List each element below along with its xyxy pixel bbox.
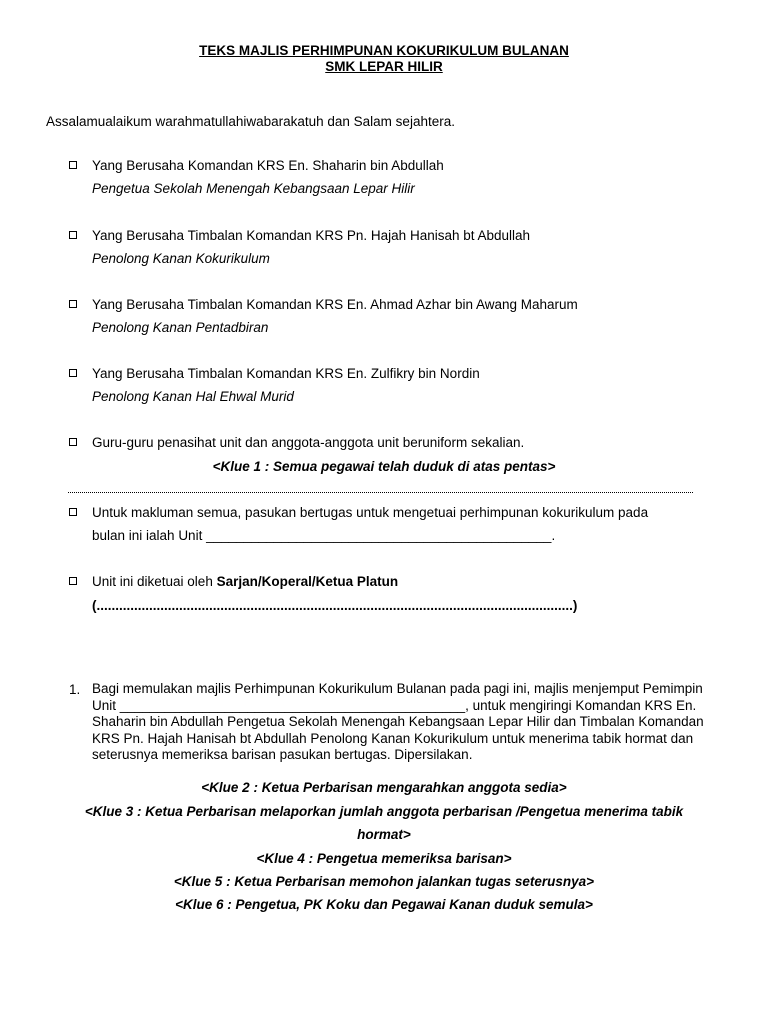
dignitary-role: Penolong Kanan Hal Ehwal Murid <box>92 389 294 404</box>
clue-4: <Klue 4 : Pengetua memeriksa barisan> <box>256 851 512 866</box>
item-number: 1. <box>69 682 81 697</box>
clue-1: <Klue 1 : Semua pegawai telah duduk di atas pentas> <box>212 459 556 474</box>
dignitary-role: Penolong Kanan Pentadbiran <box>92 320 269 335</box>
checkbox-icon <box>69 231 77 239</box>
announcement-line-1: Untuk makluman semua, pasukan bertugas untuk mengetuai perhimpunan kokurikulum pada <box>92 505 649 520</box>
checkbox-icon <box>69 161 77 169</box>
checkbox-icon <box>69 300 77 308</box>
leader-prefix: Unit ini diketuai oleh <box>92 574 217 589</box>
item-1-text: Bagi memulakan majlis Perhimpunan Kokurikulum Bulanan pada pagi ini, majlis menjemput Pemimpin Unit ______________________________________________, untuk mengiringi Komandan KRS En. Shaharin bin Abdullah Pengetua Sekolah Menengah Kebangsaan Lepar Hilir dan Timbalan Komandan KRS Pn. Hajah Hanisah bt Abdullah Penolong Kanan Kokurikulum untuk menerima tabik hormat dan seterusnya memeriksa barisan pasukan bertugas. Dipersilakan. <box>92 681 704 762</box>
clue-5: <Klue 5 : Ketua Perbarisan memohon jalankan tugas seterusnya> <box>173 874 595 889</box>
dignitary-name: Yang Berusaha Komandan KRS En. Shaharin bin Abdullah <box>92 158 444 173</box>
leader-title: Sarjan/Koperal/Ketua Platun <box>216 574 399 589</box>
dignitary-name: Yang Berusaha Timbalan Komandan KRS En. Ahmad Azhar bin Awang Maharum <box>92 297 578 312</box>
checkbox-icon <box>69 438 77 446</box>
checkbox-icon <box>69 508 77 516</box>
leader-line <box>92 573 398 590</box>
clue-3-line-2: hormat> <box>357 827 411 842</box>
advisors-line: Guru-guru penasihat unit dan anggota-anggota unit beruniform sekalian. <box>92 435 525 450</box>
dignitary-role: Pengetua Sekolah Menengah Kebangsaan Lepar Hilir <box>92 181 415 196</box>
dignitary-name: Yang Berusaha Timbalan Komandan KRS Pn. Hajah Hanisah bt Abdullah <box>92 228 531 243</box>
dignitary-name: Yang Berusaha Timbalan Komandan KRS En. Zulfikry bin Nordin <box>92 366 480 381</box>
checkbox-icon <box>69 369 77 377</box>
announcement-line-2: bulan ini ialah Unit ______________________________________________. <box>92 528 556 543</box>
document-title: TEKS MAJLIS PERHIMPUNAN KOKURIKULUM BULANAN <box>199 43 569 58</box>
greeting: Assalamualaikum warahmatullahiwabarakatuh dan Salam sejahtera. <box>46 114 455 129</box>
dignitary-role: Penolong Kanan Kokurikulum <box>92 251 270 266</box>
dotted-separator <box>68 492 693 493</box>
document-subtitle: SMK LEPAR HILIR <box>325 59 443 74</box>
clue-3-line-1: <Klue 3 : Ketua Perbarisan melaporkan jumlah anggota perbarisan /Pengetua menerima tabik <box>84 804 684 819</box>
clue-2: <Klue 2 : Ketua Perbarisan mengarahkan anggota sedia> <box>201 780 567 795</box>
leader-blank: (...............................................................................................................................) <box>92 598 578 613</box>
checkbox-icon <box>69 577 77 585</box>
clue-6: <Klue 6 : Pengetua, PK Koku dan Pegawai Kanan duduk semula> <box>175 897 593 912</box>
